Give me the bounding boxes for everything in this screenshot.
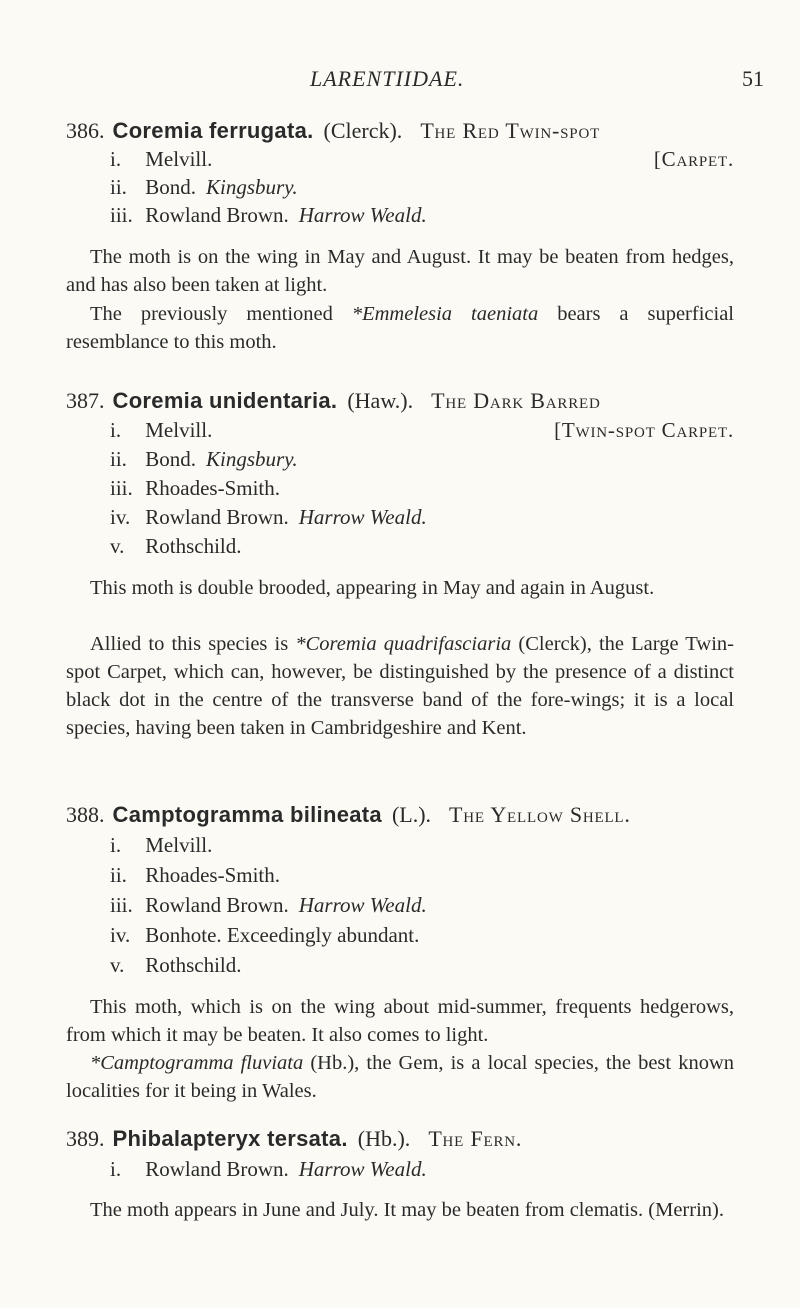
species-author: (Haw.). [347, 388, 414, 413]
record-line: ii. Bond. Kingsbury. [110, 447, 298, 471]
record-line: ii. Rhoades-Smith. [110, 863, 280, 887]
species-author: (L.). [391, 802, 432, 827]
description-paragraph: The moth appears in June and July. It may be beaten from clematis. (Merrin). [90, 1199, 724, 1221]
record-line: v. Rothschild. [110, 953, 242, 977]
species-name: Coremia ferrugata. [112, 118, 314, 143]
running-head [0, 66, 800, 102]
common-name: The Yellow Shell. [449, 802, 631, 827]
record-line: iv. Bonhote. Exceedingly abundant. [110, 923, 420, 947]
species-name: Camptogramma bilineata [112, 802, 382, 827]
description-paragraph: The moth is on the wing in May and August. It may be beaten from hedges, and has also been taken at light. [66, 246, 734, 296]
entry-heading [66, 800, 631, 830]
record-line: iii. Rowland Brown. Harrow Weald. [110, 203, 427, 227]
record-line: iv. Rowland Brown. Harrow Weald. [110, 505, 427, 529]
species-name: Phibalapteryx tersata. [112, 1126, 348, 1151]
common-name: The Fern. [428, 1126, 523, 1151]
record-line: v. Rothschild. [110, 534, 242, 558]
entry-number: 386. [66, 118, 105, 143]
record-line: ii. Bond. Kingsbury. [110, 175, 298, 199]
common-name-continuation: [Carpet. [653, 147, 734, 171]
record-line: iii. Rhoades-Smith. [110, 476, 280, 500]
entry-heading [66, 116, 600, 146]
common-name-continuation: [Twin-spot Carpet. [554, 418, 734, 442]
entry-heading [66, 386, 601, 416]
common-name: The Dark Barred [431, 388, 601, 413]
description-paragraph: *Camptogramma fluviata (Hb.), the Gem, is a local species, the best known localities for it being in Wales. [66, 1052, 734, 1102]
species-author: (Clerck). [323, 118, 403, 143]
entry-number: 389. [66, 1126, 105, 1151]
entry-heading [66, 1124, 522, 1154]
description-paragraph: This moth is double brooded, appearing in May and again in August. [90, 577, 655, 599]
running-head-title: LARENTIIDAE. [310, 66, 465, 91]
species-author: (Hb.). [357, 1126, 411, 1151]
description-paragraph: The previously mentioned *Emmelesia taeniata bears a superficial resemblance to this moth. [66, 303, 734, 353]
record-line: i. Melvill. [110, 147, 213, 171]
record-line: iii. Rowland Brown. Harrow Weald. [110, 893, 427, 917]
description-paragraph: This moth, which is on the wing about mid-summer, frequents hedgerows, from which it may be beaten. It also comes to light. [66, 996, 734, 1046]
record-line: i. Melvill. [110, 833, 213, 857]
entry-number: 387. [66, 388, 105, 413]
page-number: 51 [742, 66, 764, 91]
entry-number: 388. [66, 802, 105, 827]
species-name: Coremia unidentaria. [112, 388, 338, 413]
record-line: i. Rowland Brown. Harrow Weald. [110, 1157, 427, 1181]
record-line: i. Melvill. [110, 418, 213, 442]
common-name: The Red Twin-spot [420, 118, 601, 143]
description-paragraph: Allied to this species is *Coremia quadrifasciaria (Clerck), the Large Twin-spot Carpet, which can, however, be distinguished by the presence of a distinct black dot in the centre of the transverse band of the fore-wings; it is a local species, having been taken in Cambridgeshire and Kent. [66, 633, 734, 739]
